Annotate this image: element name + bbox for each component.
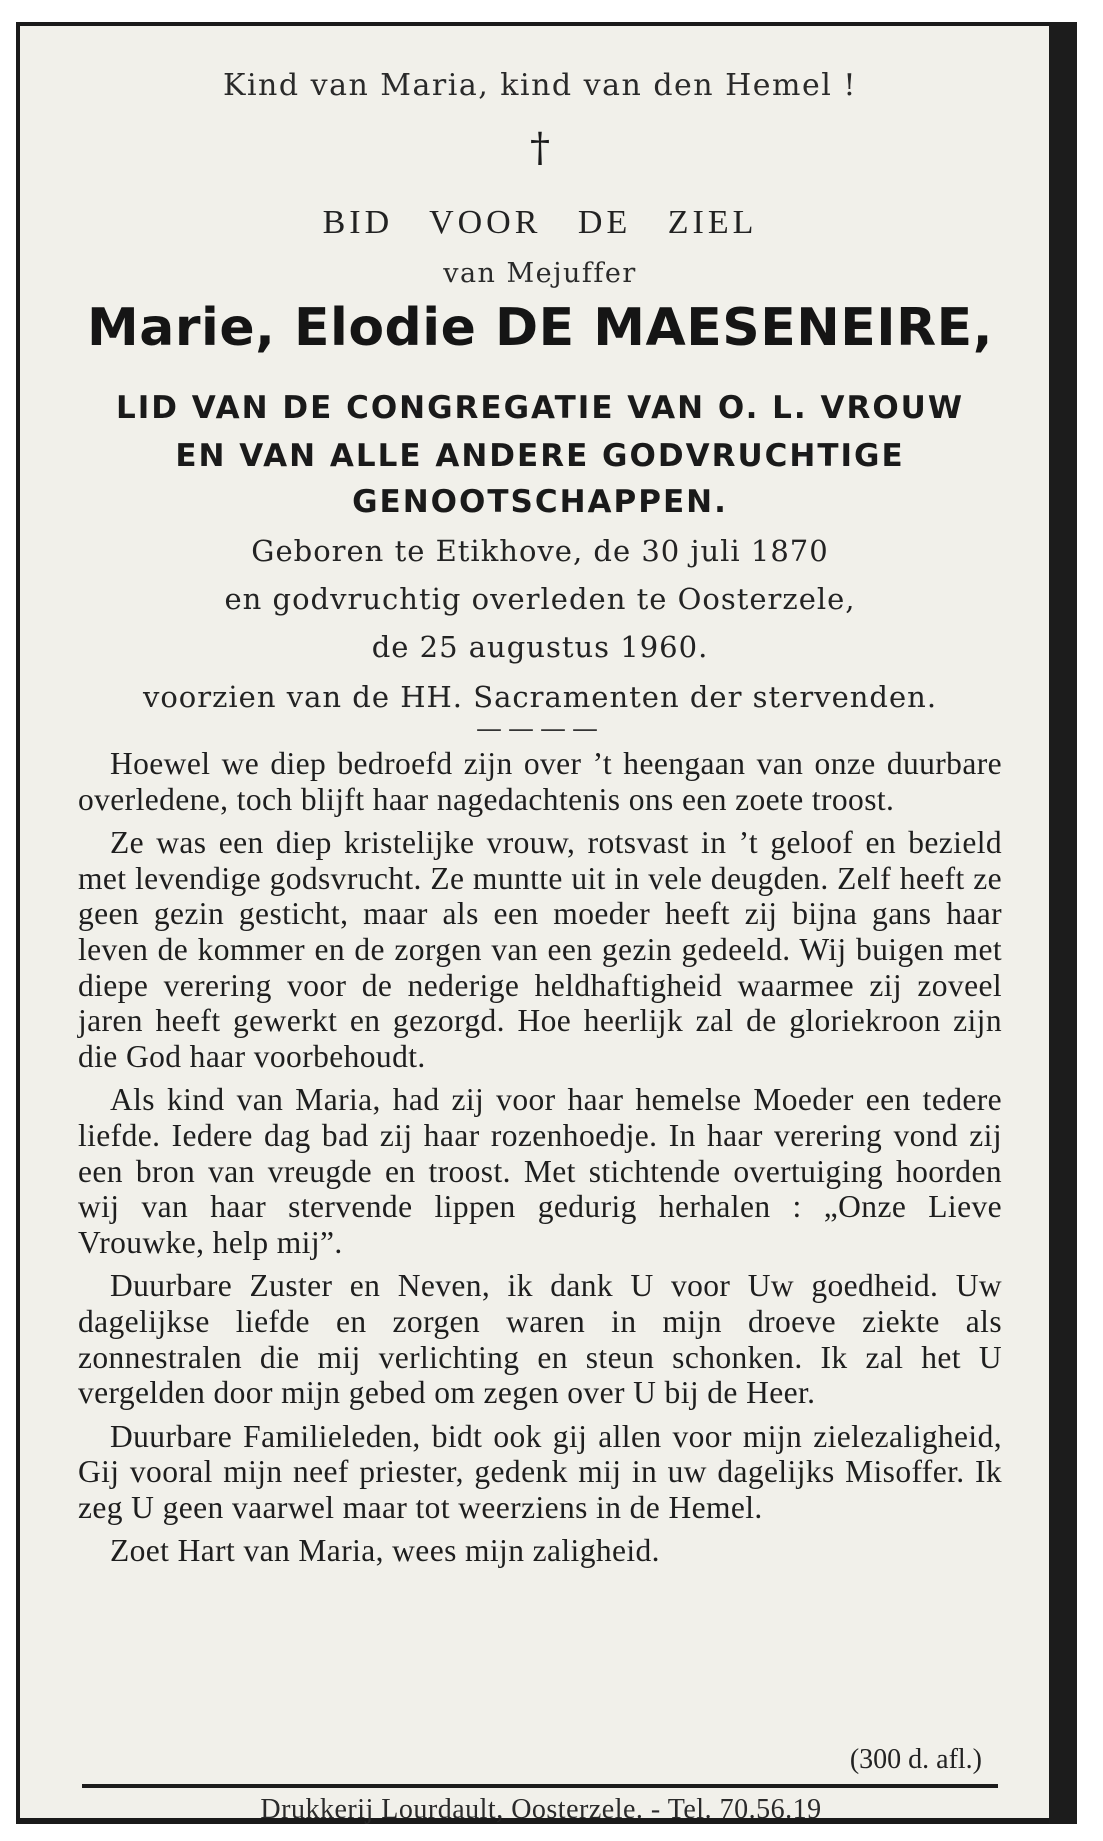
paragraph-4: Duurbare Zuster en Neven, ik dank U voor Uw goedheid. Uw dagelijkse liefde en zorgen waren in mijn droeve ziekte als zonnestralen die mij verlichting en steun schonken. Ik zal het U vergelden door mijn gebed om zegen over U bij de Heer. — [78, 1268, 1002, 1411]
prayer-heading: BID VOOR DE ZIEL — [322, 204, 758, 241]
top-invocation: Kind van Maria, kind van den Hemel ! — [223, 68, 857, 103]
death-line: en godvruchtig overleden te Oosterzele, — [224, 582, 856, 616]
separator: ———— — [476, 714, 604, 744]
indulgence-note: (300 d. afl.) — [849, 1744, 982, 1775]
paragraph-5: Duurbare Familieleden, bidt ook gij allen voor mijn zielezaligheid, Gij vooral mijn neef priester, gedenk mij in uw dagelijks Misoffer. Ik zeg U geen vaarwel maar tot weerziens in de Hemel. — [78, 1418, 1002, 1525]
deceased-name: Marie, Elodie DE MAESENEIRE, — [87, 298, 993, 358]
paragraph-3: Als kind van Maria, had zij voor haar hemelse Moeder een tedere liefde. Iedere dag bad zij haar rozenhoedje. In haar verering vond zij een bron van vreugde en troost. Met stichtende overtuiging hoorden wij van haar stervende lippen gedurig herhalen : „Onze Lieve Vrouwke, help mij”. — [78, 1082, 1002, 1260]
cross-icon: † — [530, 125, 550, 171]
memorial-card — [16, 22, 1053, 1824]
title-line: van Mejuffer — [443, 258, 637, 289]
memorial-text — [78, 746, 1002, 1569]
membership-line-2: EN VAN ALLE ANDERE GODVRUCHTIGE — [175, 438, 905, 474]
birth-line: Geboren te Etikhove, de 30 juli 1870 — [251, 534, 829, 568]
death-date: de 25 augustus 1960. — [371, 630, 709, 664]
bottom-rule — [82, 1784, 998, 1788]
paragraph-2: Ze was een diep kristelijke vrouw, rotsvast in ’t geloof en bezield met levendige godsvrucht. Ze muntte uit in vele deugden. Zelf heeft ze geen gezin gesticht, maar als een moeder heeft zij bijna gans haar leven de kommer en de zorgen van een gezin gedeeld. Wij buigen met diepe verering voor de nederige heldhaftigheid waarmee zij zoveel jaren heeft gewerkt en gezorgd. Hoe heerlijk zal de gloriekroon zijn die God haar voorbehoudt. — [78, 825, 1002, 1074]
paragraph-1: Hoewel we diep bedroefd zijn over ’t heengaan van onze duurbare overledene, toch blijft haar nagedachtenis ons een zoete troost. — [78, 746, 1002, 817]
card-dark-edge — [1049, 22, 1077, 1824]
paragraph-6: Zoet Hart van Maria, wees mijn zaligheid. — [110, 1533, 660, 1569]
membership-line-1: LID VAN DE CONGREGATIE VAN O. L. VROUW — [115, 390, 965, 426]
membership-line-3: GENOOTSCHAPPEN. — [352, 484, 728, 520]
sacraments-line: voorzien van de HH. Sacramenten der stervenden. — [142, 680, 938, 714]
printer-line: Drukkerij Lourdault, Oosterzele. - Tel. 70.56.19 — [260, 1794, 822, 1825]
